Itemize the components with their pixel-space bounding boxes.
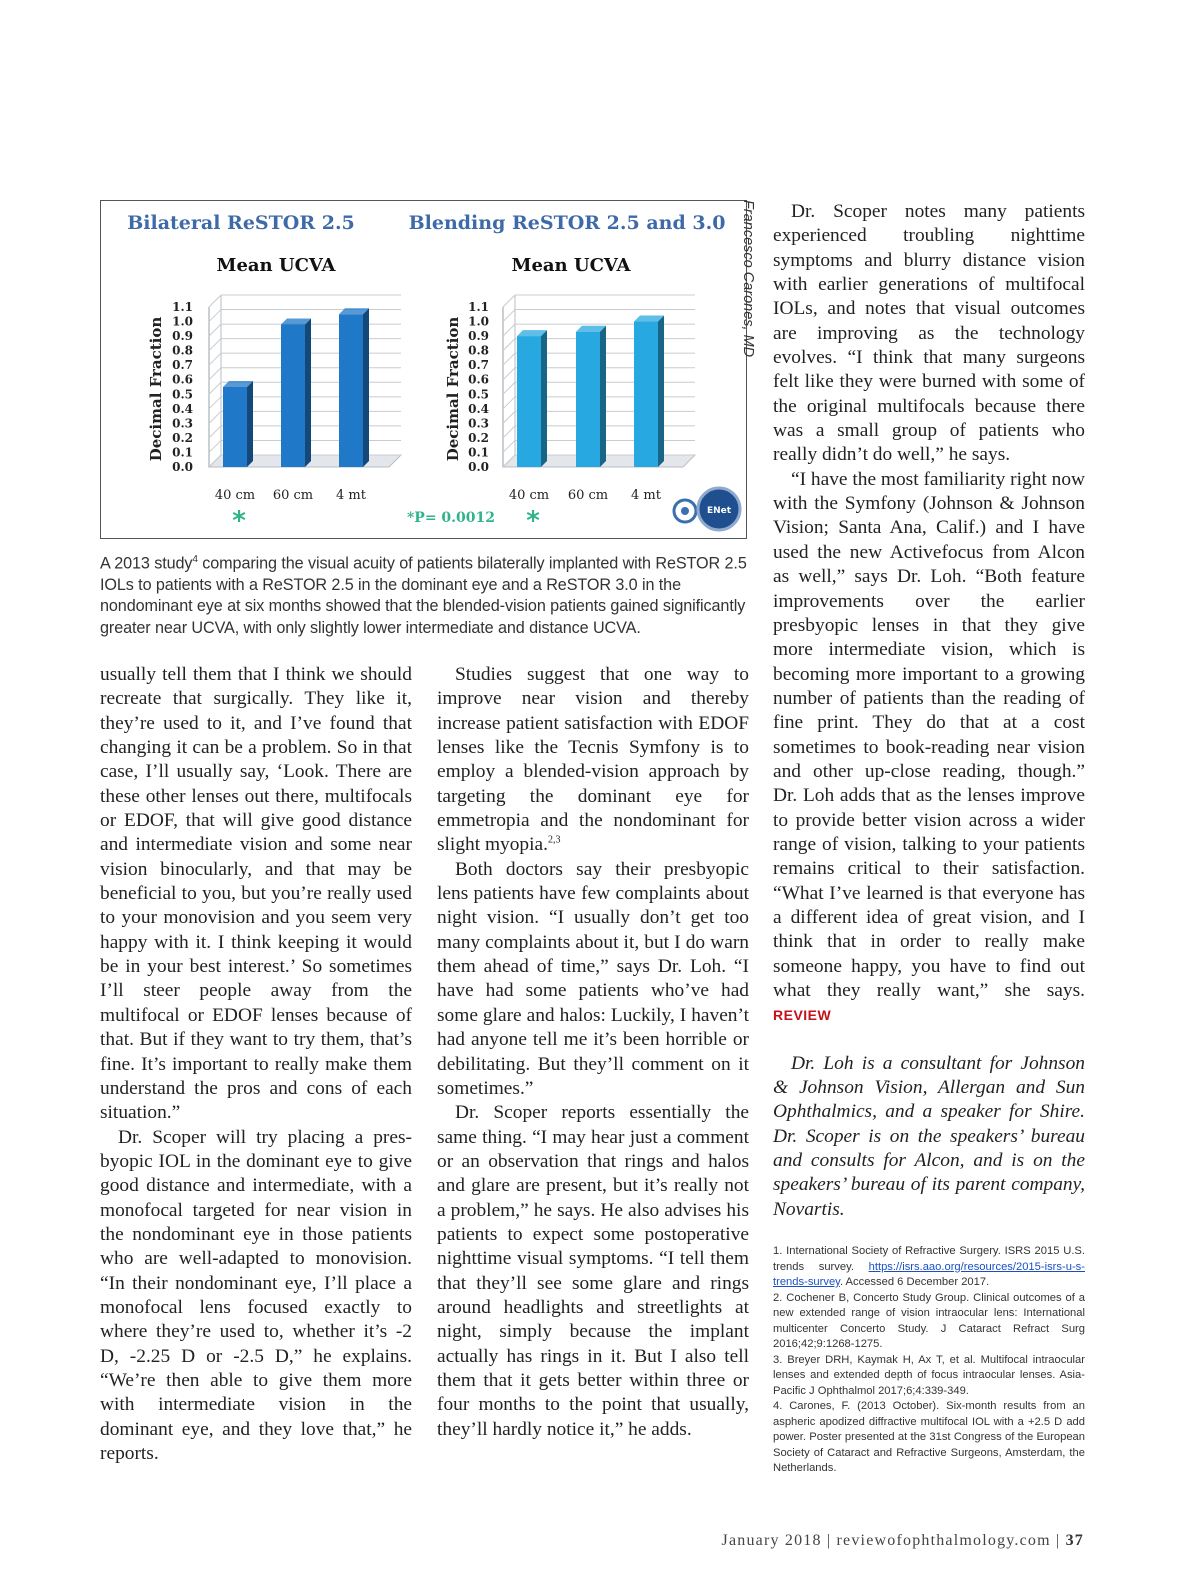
bar	[576, 332, 600, 467]
bar	[223, 387, 247, 467]
footer-issue: January 2018	[721, 1532, 822, 1549]
review-end-mark: REVIEW	[773, 1007, 832, 1024]
enet-seal-text: ENet	[706, 506, 732, 516]
y-tick-label: 0.9	[468, 329, 489, 344]
gridline-side	[209, 397, 221, 409]
bar	[517, 336, 541, 467]
paragraph: Both doctors say their presbyopic lens patients have few complaints about night vision. “I usually don’t get too many complaints about it, but I do warn them ahead of time,” says Dr. Loh. “I have had some patients who’ve had some glare and halos: Luckily, I haven’t had anyone tell me it’s been horrible or debilitating. But they’ll comment on it sometimes.”	[437, 858, 749, 1099]
y-tick-label: 1.0	[468, 314, 489, 329]
gridline-side	[503, 324, 515, 336]
x-tick-label: 4 mt	[631, 488, 661, 503]
gridline-side	[503, 382, 515, 394]
article-column-1	[100, 663, 412, 1466]
gridline-side	[209, 411, 221, 423]
bar-side	[600, 326, 606, 467]
y-tick-label: 0.6	[172, 372, 193, 387]
y-tick-label: 0.2	[468, 430, 489, 445]
gridline-side	[209, 353, 221, 365]
bar-side	[363, 308, 369, 467]
y-tick-label: 0.2	[172, 430, 193, 445]
x-tick-label: 40 cm	[508, 488, 550, 503]
gridline-side	[209, 324, 221, 336]
figure-caption: A 2013 study$^4$ comparing the visual acuity of patients bilaterally implanted with ReSTOR 2.5 IOLs to patients with a ReSTOR 2.5 in the dominant eye and a ReSTOR 3.0 in the nondominant eye at six months showed that the blended-vision patients gained significantly greater near UCVA, with only slightly lower intermediate and distance UCVA.	[100, 554, 747, 637]
page-footer: January 2018 | reviewofophthalmology.com | 37	[721, 1532, 1084, 1549]
y-tick-label: 0.1	[468, 445, 489, 460]
gridline-side	[503, 411, 515, 423]
gridline-side	[503, 397, 515, 409]
y-tick-label: 1.1	[468, 300, 489, 314]
paragraph: Dr. Scoper reports essentially the same thing. “I may hear just a comment or an observation that rings and halos and glare are present, but it’s really not a problem,” he says. He also advises his patients to expect some postoperative nighttime visual symptoms. “I tell them that they’ll see some glare and rings around headlights and streetlights at night, simply because the implant actually has rings in it. But I also tell them that it gets better within three or four months to the point that usually, they’ll hardly notice it,” he adds.	[437, 1102, 749, 1440]
y-axis-label: Decimal Fraction	[444, 316, 462, 462]
x-tick-label: 60 cm	[567, 488, 609, 503]
reference-item: 1. International Society of Refractive Surgery. ISRS 2015 U.S. trends survey. https://isrs.aao.org/resources/2015-isrs-u-s-trends-survey. Accessed 6 December 2017.	[773, 1245, 1085, 1288]
x-tick-label: 4 mt	[336, 488, 366, 503]
x-tick-label: 40 cm	[214, 488, 256, 503]
y-axis-label: Decimal Fraction	[147, 316, 165, 462]
paragraph: Dr. Scoper will try placing a presbyopic IOL in the dominant eye to give good distance and intermediate, with a monofocal targeted for near vision in the nondominant eye in those patients who are well-adapted to monovision. “In their nondominant eye, I’ll place a monofocal lens focused exactly to where they’re used to, whether it’s -2 D, -2.25 D or -2.5 D,” he explains. “We’re then able to give them more with intermediate vision in the dominant eye, and they love that,” he reports.	[100, 1126, 412, 1464]
ucva-bar-charts	[101, 201, 746, 538]
y-tick-label: 0.0	[468, 460, 489, 474]
gridline-side	[209, 382, 221, 394]
y-tick-label: 1.1	[172, 300, 193, 314]
article-column-3	[773, 200, 1085, 1222]
gridline-side	[209, 295, 221, 307]
y-tick-label: 0.3	[468, 416, 489, 431]
reference-item: 4. Carones, F. (2013 October). Six-month results from an aspheric apodized diffractive multifocal IOL with a +2.5 D add power. Poster presented at the 31st Congress of the European Society of Cataract and Refractive Surgeons, Amsterdam, the Netherlands.	[773, 1400, 1085, 1474]
y-tick-label: 0.9	[172, 329, 193, 344]
paragraph: “I have the most familiarity right now with the Symfony (Johnson & Johnson Vision; Santa Ana, Calif.) and I have used the new Activefocus from Alcon as well,” says Dr. Loh. “Both feature improvements over the earlier presbyopic lenses in that they give more intermediate vision, which is becoming more important to a growing number of patients than the reading of fine print. They do that at a cost sometimes to book-reading near vision and other up-close reading, though.” Dr. Loh adds that as the lenses improve to provide better vision across a wider range of vision, talking to your patients remains critical to their satisfaction. “What I’ve learned is that everyone has a different idea of great vision, and I think that in order to really make someone happy, you have to find out what they really want,” she says. REVIEW	[773, 468, 1086, 1024]
gridline-side	[209, 426, 221, 438]
bar-side	[658, 316, 664, 467]
bar	[634, 322, 658, 467]
gridline-side	[209, 440, 221, 452]
p-value-label: *P= 0.0012	[406, 510, 496, 526]
paragraph: Studies suggest that one way to improve near vision and thereby increase patient satisfaction with EDOF lenses like the Tecnis Symfony is to employ a blended-vision approach by targeting the dominant eye for emmetropia and the nondominant for slight myopia.$^{2,3}$	[437, 664, 749, 856]
y-tick-label: 0.7	[468, 358, 489, 373]
paragraph: usually tell them that I think we should recreate that surgically. They like it, they’re used to it, and I’ve found that changing it can be a problem. So in that case, I’ll usually say, ‘Look. There are these other lenses out there, multifocals or EDOF, that will give good distance and intermediate vision and some near vision binocularly, and that may be beneficial to you, but you’re really used to your monovision and you seem very happy with it. I think keeping it would be in your best interest.’ So sometimes I’ll steer people away from the multifocal or EDOF lenses because of that. But if they want to try them, that’s fine. It’s important to really make them understand the pros and cons of each situation.”	[100, 664, 412, 1124]
chart-subtitle: Mean UCVA	[216, 255, 336, 276]
gridline-side	[209, 310, 221, 322]
article-column-2	[437, 663, 749, 1442]
significance-star: *	[232, 506, 246, 536]
gridline-side	[503, 368, 515, 380]
chart-title: Blending ReSTOR 2.5 and 3.0	[408, 212, 726, 234]
y-tick-label: 0.4	[468, 401, 489, 416]
y-tick-label: 0.5	[172, 387, 193, 402]
reference-item: 3. Breyer DRH, Kaymak H, Ax T, et al. Multifocal intraocular lenses and extended depth of focus intraocular lenses. Asia-Pacific J Ophthalmol 2017;6;4:339-349.	[773, 1353, 1085, 1397]
references	[773, 1244, 1085, 1477]
gridline-side	[503, 339, 515, 351]
page-number: 37	[1065, 1532, 1084, 1549]
gridline-side	[503, 353, 515, 365]
reference-item: 2. Cochener B, Concerto Study Group. Clinical outcomes of a new extended range of vision intraocular lens: International multicenter Concerto Study. J Cataract Refract Surg 2016;42;9:1268-1275.	[773, 1291, 1085, 1350]
significance-star: *	[526, 506, 540, 536]
gridline-side	[503, 295, 515, 307]
x-tick-label: 60 cm	[272, 488, 314, 503]
photo-credit	[740, 200, 766, 540]
y-tick-label: 0.8	[172, 343, 193, 358]
figure-chart-panel	[100, 200, 747, 539]
y-tick-label: 1.0	[172, 314, 193, 329]
bar	[281, 324, 305, 467]
paragraph: Dr. Scoper notes many patients experienced troubling nighttime symptoms and blurry distance vision with earlier generations of multifocal IOLs, and notes that visual outcomes are improving as the technology evolves. “I think that many surgeons felt like they were burned with some of the original multifocals because there was a small group of patients who really didn’t do well,” he says.	[773, 201, 1085, 466]
gridline-side	[503, 310, 515, 322]
y-tick-label: 0.0	[172, 460, 193, 474]
bar-side	[305, 318, 311, 467]
y-tick-label: 0.5	[468, 387, 489, 402]
y-tick-label: 0.8	[468, 343, 489, 358]
y-tick-label: 0.4	[172, 401, 193, 416]
bar-side	[541, 330, 547, 467]
gridline-side	[503, 426, 515, 438]
bar	[339, 314, 363, 467]
gridline-side	[209, 339, 221, 351]
gridline-side	[209, 368, 221, 380]
chart-title: Bilateral ReSTOR 2.5	[127, 212, 355, 234]
y-tick-label: 0.6	[468, 372, 489, 387]
chart-subtitle: Mean UCVA	[511, 255, 631, 276]
reference-link[interactable]: https://isrs.aao.org/resources/2015-isrs-u-s-trends-survey	[773, 1260, 1085, 1288]
footer-site: reviewofophthalmology.com	[836, 1532, 1051, 1549]
y-tick-label: 0.3	[172, 416, 193, 431]
disclosure: Dr. Loh is a consultant for Johnson & Johnson Vision, Allergan and Sun Ophthalmics, and a speaker for Shire. Dr. Scoper is on the speakers’ bureau and consults for Alcon, and is on the speakers’ bureau of its parent company, Novartis.	[773, 1052, 1085, 1220]
gridline-side	[503, 440, 515, 452]
eye-logo-pupil-icon	[681, 507, 689, 515]
y-tick-label: 0.7	[172, 358, 193, 373]
bar-side	[247, 381, 253, 467]
photo-credit-text: Francesco Carones, MD	[740, 200, 756, 358]
y-tick-label: 0.1	[172, 445, 193, 460]
